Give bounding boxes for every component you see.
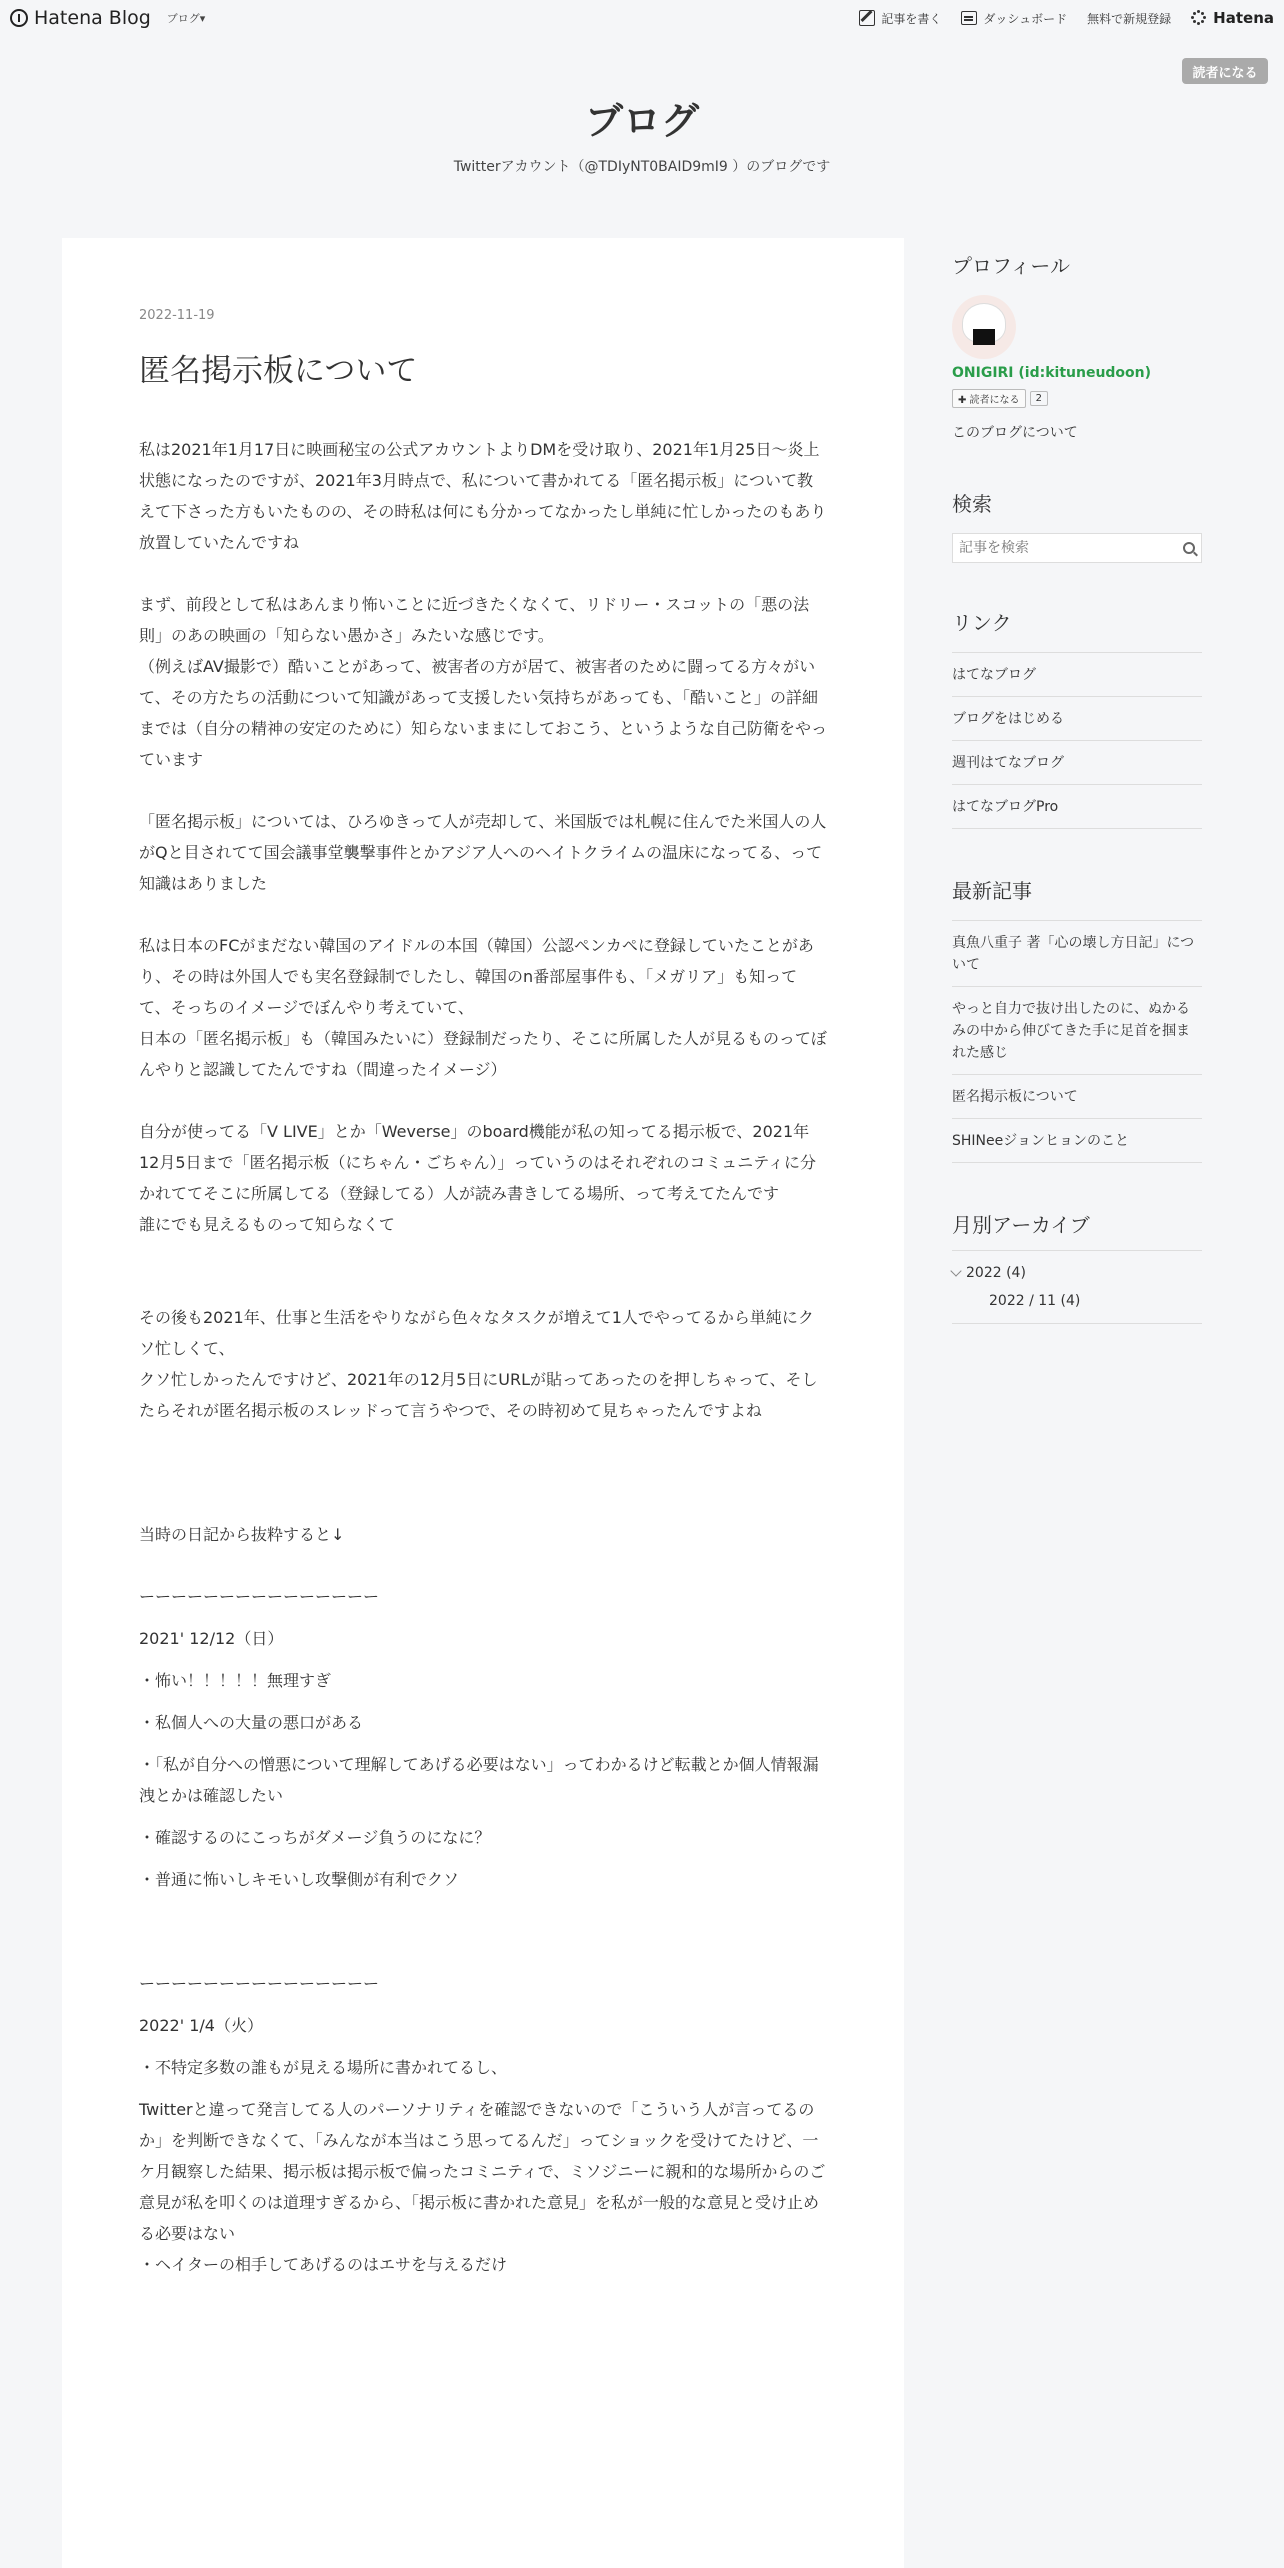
entry-paragraph xyxy=(139,1240,828,1271)
entry-paragraph: クソ忙しかったんですけど、2021年の12月5日にURLが貼ってあったのを押しちゃって、そしたらそれが匿名掲示板のスレッドって言うやつで、その時初めて見ちゃったんですよね xyxy=(139,1370,818,1420)
about-blog-link[interactable]: このブログについて xyxy=(952,425,1078,441)
top-bar-right xyxy=(859,9,1274,27)
entry-paragraph xyxy=(139,1906,828,1937)
recent-heading: 最新記事 xyxy=(952,879,1032,903)
reader-row xyxy=(952,389,1202,408)
entry-paragraph xyxy=(139,1085,828,1116)
archive-month[interactable]: 2022 / 11 (4) xyxy=(989,1293,1081,1309)
entry-paragraph: 2021' 12/12（日） xyxy=(139,1629,284,1648)
sidebar xyxy=(952,250,1202,1324)
entry-paragraph xyxy=(139,1271,828,1302)
entry-paragraph: 私は日本のFCがまだない韓国のアイドルの本国（韓国）公認ペンカペに登録していたことがあり、その時は外国人でも実名登録制でしたし、韓国のn番部屋事件も、「メガリア」も知ってて、そっちのイメージでぼんやり考えていて、 xyxy=(139,936,814,1017)
entry-paragraph: 日本の「匿名掲示板」も（韓国みたいに）登録制だったり、そこに所属した人が見るものってぼんやりと認識してたんですね（間違ったイメージ） xyxy=(139,1029,827,1079)
profile-heading: プロフィール xyxy=(952,254,1070,278)
write-article-label: 記事を書く xyxy=(881,11,942,26)
blog-description: Twitterアカウント（@TDIyNT0BAID9mI9 ）のブログです xyxy=(453,159,831,175)
hatena-dots-icon xyxy=(1191,10,1207,26)
hatena-brand-text: Hatena xyxy=(1213,9,1274,27)
sidebar-subscribe-button[interactable]: ✚ 読者になる xyxy=(952,389,1026,408)
search-box xyxy=(952,533,1202,563)
links-list xyxy=(952,652,1202,829)
entry-paragraph: 誰にでも見えるものって知らなくて xyxy=(139,1215,395,1234)
entry-paragraph: ・普通に怖いしキモいし攻撃側が有利でクソ xyxy=(139,1870,460,1889)
reader-count[interactable]: 2 xyxy=(1030,391,1048,406)
top-bar xyxy=(0,0,1284,36)
hatena-brand-link[interactable] xyxy=(1191,9,1274,27)
entry-paragraph xyxy=(139,775,828,806)
entry-paragraph: 私は2021年1月17日に映画秘宝の公式アカウントよりDMを受け取り、2021年1月25日〜炎上状態になったのですが、2021年3月時点で、私について書かれてる「匿名掲示板」について教えて下さった方もいたものの、その時私は何にも分かってなかったし単純に忙しかったのもあり放置していたんですね xyxy=(139,440,827,552)
entry-paragraph: ・ヘイターの相手してあげるのはエサを与えるだけ xyxy=(139,2255,508,2274)
entry-paragraph xyxy=(139,1426,828,1457)
search-heading: 検索 xyxy=(952,492,992,516)
entry-body xyxy=(139,434,828,2280)
entry-date[interactable]: 2022-11-19 xyxy=(139,308,215,323)
hatena-blog-logo[interactable] xyxy=(10,7,151,29)
profile-name-link[interactable]: ONIGIRI (id:kituneudoon) xyxy=(952,365,1152,381)
recent-list xyxy=(952,920,1202,1163)
entry-paragraph: ・私個人への大量の悪口がある xyxy=(139,1713,364,1732)
entry-paragraph xyxy=(139,1937,828,1968)
search-icon[interactable] xyxy=(1183,542,1195,554)
archive xyxy=(952,1250,1202,1324)
entry-paragraph: ーーーーーーーーーーーーーーー xyxy=(139,1974,380,1993)
entry-paragraph: Twitterと違って発言してる人のパーソナリティを確認できないので「こういう人が言ってるのか」を判断できなくて、「みんなが本当はこう思ってるんだ」ってショックを受けてたけど、一ケ月観察した結果、掲示板は掲示板で偏ったコミニティで、ミソジニーに親和的な場所からのご意見が私を叩くのは道理すぎるから、「掲示板に書かれた意見」を私が一般的な意見と受け止める必要はない xyxy=(139,2100,826,2243)
link-item-hatena-blog[interactable]: はてなブログ xyxy=(952,653,1202,697)
entry-paragraph xyxy=(139,1488,828,1519)
blog-menu-dropdown[interactable]: ブログ▾ xyxy=(166,12,206,25)
entry-paragraph: ーーーーーーーーーーーーーーー xyxy=(139,1587,380,1606)
link-item-weekly[interactable]: 週刊はてなブログ xyxy=(952,741,1202,785)
nori-icon xyxy=(973,329,995,345)
entry-paragraph xyxy=(139,1550,828,1581)
article-card xyxy=(62,238,904,2568)
archive-year[interactable] xyxy=(952,1265,1202,1281)
dashboard-label: ダッシュボード xyxy=(983,11,1068,26)
recent-item[interactable]: SHINeeジョンヒョンのこと xyxy=(952,1119,1202,1163)
entry-paragraph xyxy=(139,1457,828,1488)
entry-title[interactable]: 匿名掲示板について xyxy=(139,353,418,389)
hatena-blog-logo-icon xyxy=(10,9,28,27)
blog-title[interactable]: ブログ xyxy=(584,99,699,143)
dashboard-icon xyxy=(961,11,977,25)
entry-paragraph: ・不特定多数の誰もが見える場所に書かれてるし、 xyxy=(139,2058,508,2077)
archive-heading: 月別アーカイブ xyxy=(952,1213,1090,1237)
archive-year-label: 2022 (4) xyxy=(966,1265,1026,1281)
avatar[interactable] xyxy=(952,295,1016,359)
link-item-pro[interactable]: はてなブログPro xyxy=(952,785,1202,829)
recent-item[interactable]: やっと自力で抜け出したのに、ぬかるみの中から伸びてきた手に足首を掴まれた感じ xyxy=(952,987,1202,1075)
entry-paragraph: その後も2021年、仕事と生活をやりながら色々なタスクが増えて1人でやってるから単純にクソ忙しくて、 xyxy=(139,1308,814,1358)
signup-link[interactable]: 無料で新規登録 xyxy=(1087,11,1172,26)
subscribe-button[interactable]: 読者になる xyxy=(1182,58,1268,84)
entry-paragraph xyxy=(139,558,828,589)
entry-paragraph: ・「私が自分への憎悪について理解してあげる必要はない」ってわかるけど転載とか個人情報漏洩とかは確認したい xyxy=(139,1755,819,1805)
pen-icon xyxy=(859,10,875,26)
links-heading: リンク xyxy=(952,611,1012,635)
hatena-blog-logo-text: Hatena Blog xyxy=(34,7,151,29)
dashboard-button[interactable] xyxy=(961,10,1067,27)
entry-paragraph: 「匿名掲示板」については、ひろゆきって人が売却して、米国版では札幌に住んでた米国人の人がQと目されてて国会議事堂襲撃事件とかアジア人へのヘイトクライムの温床になってる、って知識はありました xyxy=(139,812,827,893)
entry-paragraph: 自分が使ってる「V LIVE」とか「Weverse」のboard機能が私の知ってる掲示板で、2021年12月5日まで「匿名掲示板（にちゃん・ごちゃん）」っていうのはそれぞれのコミュニティに分かれててそこに所属してる（登録してる）人が読み書きしてる場所、って考えてたんです xyxy=(139,1122,816,1203)
recent-item[interactable]: 匿名掲示板について xyxy=(952,1075,1202,1119)
entry-paragraph: まず、前段として私はあんまり怖いことに近づきたくなくて、リドリー・スコットの「悪の法則」のあの映画の「知らない愚かさ」みたいな感じです。 xyxy=(139,595,810,645)
archive-divider xyxy=(952,1323,1202,1324)
top-bar-left xyxy=(10,7,205,29)
entry-paragraph: ・確認するのにこっちがダメージ負うのになに？ xyxy=(139,1828,491,1847)
search-input[interactable] xyxy=(959,540,1159,556)
link-item-start-blog[interactable]: ブログをはじめる xyxy=(952,697,1202,741)
chevron-down-icon[interactable] xyxy=(950,1265,961,1276)
entry-paragraph xyxy=(139,899,828,930)
entry-paragraph: 当時の日記から抜粋すると↓ xyxy=(139,1525,345,1544)
entry-paragraph: ・怖い！！！！！無理すぎ xyxy=(139,1671,332,1690)
recent-item[interactable]: 真魚八重子 著「心の壊し方日記」について xyxy=(952,921,1202,987)
entry-paragraph: （例えばAV撮影で）酷いことがあって、被害者の方が居て、被害者のために闘ってる方々がいて、その方たちの活動について知識があって支援したい気持ちがあっても、「酷いこと」の詳細までは（自分の精神の安定のために）知らないままにしておこう、というような自己防衛をやっています xyxy=(139,657,828,769)
entry-paragraph: 2022' 1/4（火） xyxy=(139,2016,263,2035)
write-article-button[interactable] xyxy=(859,10,941,27)
